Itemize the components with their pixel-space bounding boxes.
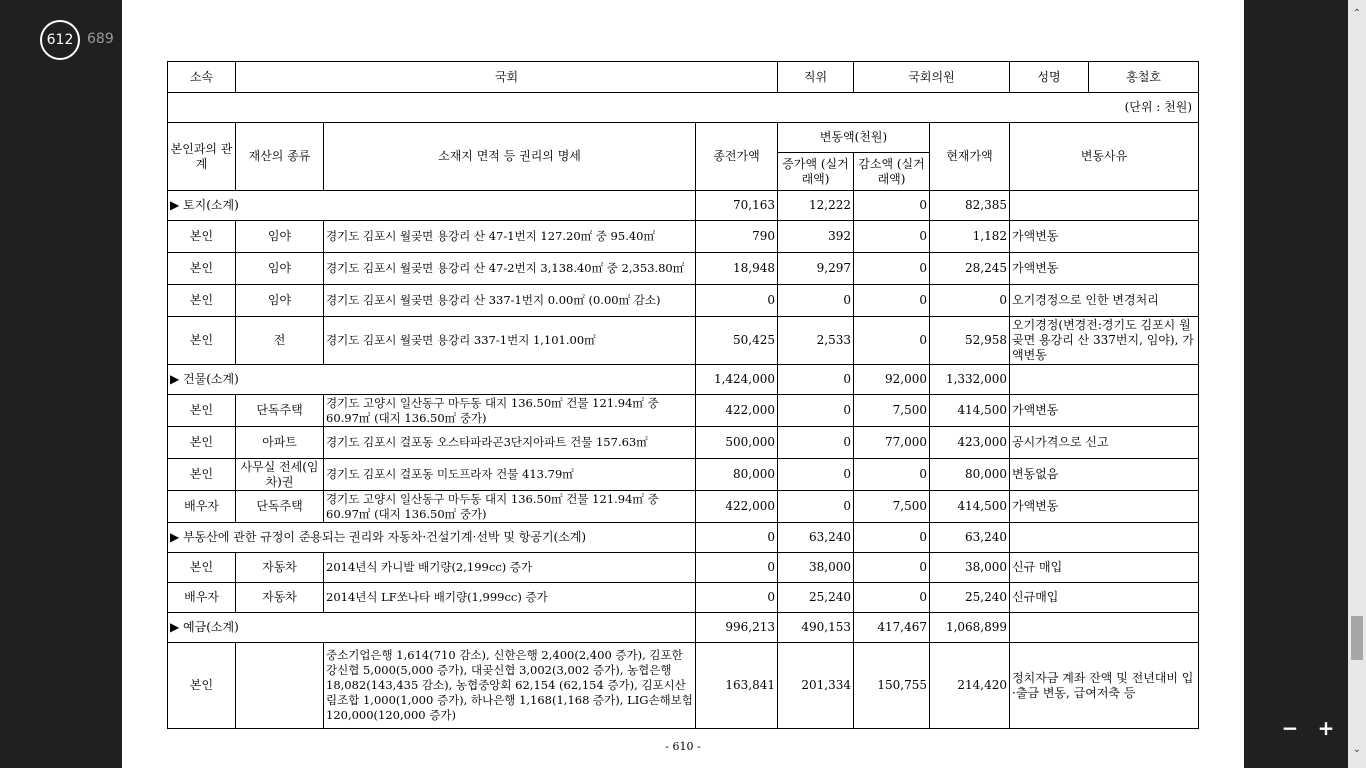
row-type: 단독주택 bbox=[236, 491, 324, 523]
row-reason: 오기경정(변경전:경기도 김포시 월곶면 용강리 산 337번지, 임야), 가액변동 bbox=[1010, 317, 1199, 365]
table-row bbox=[168, 553, 1199, 583]
section-decrease: 0 bbox=[854, 523, 930, 553]
row-increase: 201,334 bbox=[778, 643, 854, 729]
affiliation-value: 국회 bbox=[236, 62, 778, 93]
section-current: 82,385 bbox=[930, 191, 1010, 221]
left-panel bbox=[0, 0, 122, 768]
row-increase: 0 bbox=[778, 395, 854, 427]
col-reason: 변동사유 bbox=[1010, 123, 1199, 191]
table-row bbox=[168, 491, 1199, 523]
row-relation: 본인 bbox=[168, 553, 236, 583]
row-reason: 신규 매입 bbox=[1010, 553, 1199, 583]
row-increase: 0 bbox=[778, 459, 854, 491]
row-type: 자동차 bbox=[236, 553, 324, 583]
row-reason: 공시가격으로 신고 bbox=[1010, 427, 1199, 459]
col-relation: 본인과의 관계 bbox=[168, 123, 236, 191]
row-previous: 0 bbox=[696, 583, 778, 613]
row-reason: 변동없음 bbox=[1010, 459, 1199, 491]
section-decrease: 417,467 bbox=[854, 613, 930, 643]
col-description: 소재지 면적 등 권리의 명세 bbox=[324, 123, 696, 191]
row-reason: 가액변동 bbox=[1010, 253, 1199, 285]
table-row bbox=[168, 583, 1199, 613]
table-row bbox=[168, 317, 1199, 365]
row-type: 단독주택 bbox=[236, 395, 324, 427]
row-current: 0 bbox=[930, 285, 1010, 317]
row-previous: 0 bbox=[696, 285, 778, 317]
row-current: 28,245 bbox=[930, 253, 1010, 285]
table-row bbox=[168, 427, 1199, 459]
row-increase: 0 bbox=[778, 427, 854, 459]
section-increase: 12,222 bbox=[778, 191, 854, 221]
total-pages: 689 bbox=[87, 31, 114, 47]
row-previous: 500,000 bbox=[696, 427, 778, 459]
row-type: 임야 bbox=[236, 253, 324, 285]
table-row bbox=[168, 643, 1199, 729]
row-increase: 38,000 bbox=[778, 553, 854, 583]
table-row bbox=[168, 253, 1199, 285]
row-increase: 25,240 bbox=[778, 583, 854, 613]
row-decrease: 0 bbox=[854, 317, 930, 365]
section-reason bbox=[1010, 365, 1199, 395]
row-relation: 본인 bbox=[168, 317, 236, 365]
row-decrease: 77,000 bbox=[854, 427, 930, 459]
row-decrease: 0 bbox=[854, 285, 930, 317]
row-current: 414,500 bbox=[930, 395, 1010, 427]
row-description: 경기도 김포시 걸포동 미도프라자 건물 413.79㎡ bbox=[324, 459, 696, 491]
col-change: 변동액(천원) bbox=[778, 123, 930, 153]
row-current: 80,000 bbox=[930, 459, 1010, 491]
row-decrease: 7,500 bbox=[854, 491, 930, 523]
col-decrease: 감소액 (실거래액) bbox=[854, 153, 930, 191]
row-previous: 422,000 bbox=[696, 395, 778, 427]
row-current: 1,182 bbox=[930, 221, 1010, 253]
row-relation: 본인 bbox=[168, 221, 236, 253]
section-row bbox=[168, 365, 1199, 395]
section-current: 63,240 bbox=[930, 523, 1010, 553]
row-type: 임야 bbox=[236, 221, 324, 253]
row-current: 38,000 bbox=[930, 553, 1010, 583]
section-current: 1,332,000 bbox=[930, 365, 1010, 395]
row-previous: 790 bbox=[696, 221, 778, 253]
section-title: ▶ 건물(소계) bbox=[168, 365, 696, 395]
row-type: 자동차 bbox=[236, 583, 324, 613]
row-type bbox=[236, 643, 324, 729]
row-previous: 18,948 bbox=[696, 253, 778, 285]
row-increase: 2,533 bbox=[778, 317, 854, 365]
section-increase: 0 bbox=[778, 365, 854, 395]
section-title: ▶ 예금(소계) bbox=[168, 613, 696, 643]
row-current: 214,420 bbox=[930, 643, 1010, 729]
row-description: 경기도 김포시 월곶면 용강리 337-1번지 1,101.00㎡ bbox=[324, 317, 696, 365]
zoom-in-button[interactable]: + bbox=[1317, 716, 1335, 740]
col-increase: 증가액 (실거래액) bbox=[778, 153, 854, 191]
section-previous: 70,163 bbox=[696, 191, 778, 221]
asset-table bbox=[167, 61, 1199, 729]
row-decrease: 0 bbox=[854, 583, 930, 613]
section-title: ▶ 토지(소계) bbox=[168, 191, 696, 221]
section-decrease: 92,000 bbox=[854, 365, 930, 395]
section-reason bbox=[1010, 191, 1199, 221]
row-previous: 422,000 bbox=[696, 491, 778, 523]
col-type: 재산의 종류 bbox=[236, 123, 324, 191]
page-footer: - 610 - bbox=[665, 740, 701, 753]
row-reason: 가액변동 bbox=[1010, 221, 1199, 253]
section-row bbox=[168, 191, 1199, 221]
current-page-indicator[interactable]: 612 bbox=[40, 20, 80, 60]
section-current: 1,068,899 bbox=[930, 613, 1010, 643]
document-page bbox=[122, 0, 1244, 768]
row-description: 경기도 고양시 일산동구 마두동 대지 136.50㎡ 건물 121.94㎡ 중 60.97㎡ (대지 136.50㎡ 중가) bbox=[324, 395, 696, 427]
row-decrease: 150,755 bbox=[854, 643, 930, 729]
name-label: 성명 bbox=[1010, 62, 1089, 92]
row-description: 경기도 김포시 걸포동 오스타파라곤3단지아파트 건물 157.63㎡ bbox=[324, 427, 696, 459]
section-increase: 63,240 bbox=[778, 523, 854, 553]
vertical-scrollbar[interactable] bbox=[1348, 0, 1366, 768]
section-reason bbox=[1010, 523, 1199, 553]
section-row bbox=[168, 613, 1199, 643]
row-decrease: 0 bbox=[854, 253, 930, 285]
row-decrease: 0 bbox=[854, 553, 930, 583]
row-relation: 본인 bbox=[168, 643, 236, 729]
table-row bbox=[168, 395, 1199, 427]
scroll-up-icon[interactable]: ⌃ bbox=[1352, 7, 1362, 19]
scroll-down-icon[interactable]: ⌄ bbox=[1352, 743, 1362, 755]
section-previous: 1,424,000 bbox=[696, 365, 778, 395]
name-value: 홍철호 bbox=[1126, 69, 1161, 84]
position-value: 국회의원 bbox=[854, 62, 1010, 93]
row-relation: 본인 bbox=[168, 395, 236, 427]
row-current: 52,958 bbox=[930, 317, 1010, 365]
row-previous: 0 bbox=[696, 553, 778, 583]
row-current: 414,500 bbox=[930, 491, 1010, 523]
row-relation: 본인 bbox=[168, 459, 236, 491]
unit-note: (단위 : 천원) bbox=[168, 93, 1199, 123]
scroll-thumb[interactable] bbox=[1351, 616, 1363, 660]
section-decrease: 0 bbox=[854, 191, 930, 221]
row-decrease: 7,500 bbox=[854, 395, 930, 427]
row-previous: 163,841 bbox=[696, 643, 778, 729]
row-reason: 가액변동 bbox=[1010, 395, 1199, 427]
zoom-out-button[interactable]: − bbox=[1281, 716, 1299, 740]
row-description: 중소기업은행 1,614(710 감소), 신한은행 2,400(2,400 증가), 김포한강신협 5,000(5,000 증가), 대곶신협 3,002(3,002 증가), 농협은행 18,082(143,435 감소), 농협중앙회 62,154 (62,154 증가), 김포시산림조합 1,000(1,000 증가), 하나은행 1,168(1,168 증가), LIG손해보험 120,000(120,000 증가) bbox=[324, 643, 696, 729]
section-row bbox=[168, 523, 1199, 553]
table-row bbox=[168, 459, 1199, 491]
row-current: 25,240 bbox=[930, 583, 1010, 613]
section-reason bbox=[1010, 613, 1199, 643]
table-row bbox=[168, 285, 1199, 317]
name-cell bbox=[1010, 62, 1199, 93]
row-reason: 정치자금 계좌 잔액 및 전년대비 입·출금 변동, 급여저축 등 bbox=[1010, 643, 1199, 729]
row-relation: 본인 bbox=[168, 427, 236, 459]
row-previous: 50,425 bbox=[696, 317, 778, 365]
row-current: 423,000 bbox=[930, 427, 1010, 459]
row-type: 임야 bbox=[236, 285, 324, 317]
row-description: 경기도 고양시 일산동구 마두동 대지 136.50㎡ 건물 121.94㎡ 중 60.97㎡ (대지 136.50㎡ 중가) bbox=[324, 491, 696, 523]
row-type: 아파트 bbox=[236, 427, 324, 459]
col-current: 현재가액 bbox=[930, 123, 1010, 191]
row-type: 전 bbox=[236, 317, 324, 365]
row-description: 경기도 김포시 월곶면 용강리 산 337-1번지 0.00㎡ (0.00㎡ 감소) bbox=[324, 285, 696, 317]
affiliation-label: 소속 bbox=[168, 62, 236, 93]
section-increase: 490,153 bbox=[778, 613, 854, 643]
section-previous: 996,213 bbox=[696, 613, 778, 643]
row-increase: 0 bbox=[778, 491, 854, 523]
row-decrease: 0 bbox=[854, 459, 930, 491]
row-reason: 신규매입 bbox=[1010, 583, 1199, 613]
row-increase: 392 bbox=[778, 221, 854, 253]
row-type: 사무실 전세(임차)권 bbox=[236, 459, 324, 491]
right-panel bbox=[1244, 0, 1348, 768]
row-reason: 오기경정으로 인한 변경처리 bbox=[1010, 285, 1199, 317]
row-relation: 본인 bbox=[168, 285, 236, 317]
row-increase: 9,297 bbox=[778, 253, 854, 285]
row-description: 경기도 김포시 월곶면 용강리 산 47-2번지 3,138.40㎡ 중 2,353.80㎡ bbox=[324, 253, 696, 285]
row-relation: 배우자 bbox=[168, 583, 236, 613]
section-previous: 0 bbox=[696, 523, 778, 553]
table-row bbox=[168, 221, 1199, 253]
row-relation: 배우자 bbox=[168, 491, 236, 523]
row-description: 2014년식 카니발 배기량(2,199cc) 증가 bbox=[324, 553, 696, 583]
row-description: 2014년식 LF쏘나타 배기량(1,999cc) 증가 bbox=[324, 583, 696, 613]
row-decrease: 0 bbox=[854, 221, 930, 253]
row-increase: 0 bbox=[778, 285, 854, 317]
row-description: 경기도 김포시 월곶면 용강리 산 47-1번지 127.20㎡ 중 95.40㎡ bbox=[324, 221, 696, 253]
row-relation: 본인 bbox=[168, 253, 236, 285]
col-previous: 종전가액 bbox=[696, 123, 778, 191]
position-label: 직위 bbox=[778, 62, 854, 93]
row-reason: 가액변동 bbox=[1010, 491, 1199, 523]
section-title: ▶ 부동산에 관한 규정이 준용되는 권리와 자동차·건설기계·선박 및 항공기(소계) bbox=[168, 523, 696, 553]
row-previous: 80,000 bbox=[696, 459, 778, 491]
